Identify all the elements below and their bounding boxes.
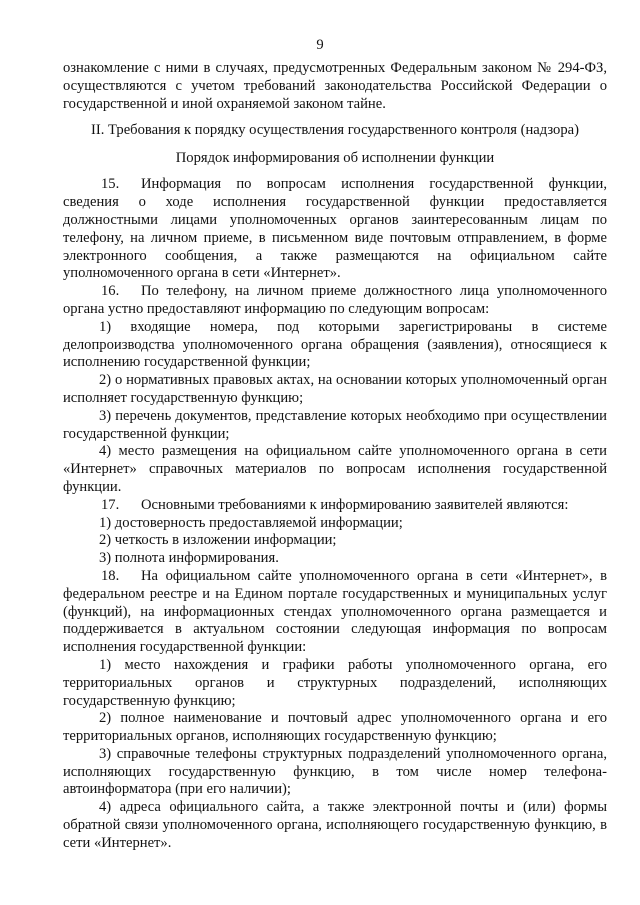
list-item: 1) входящие номера, под которыми зарегистрированы в системе делопроизводства уполномоченного органа обращения (заявления), относящиеся к исполнению государственной функции; bbox=[63, 318, 607, 371]
document-body bbox=[63, 60, 607, 853]
list-item: 4) место размещения на официальном сайте уполномоченного органа в сети «Интернет» справочных материалов по вопросам исполнения государственной функции. bbox=[63, 443, 607, 495]
paragraph-text: На официальном сайте уполномоченного органа в сети «Интернет», в федеральном реестре и на Едином портале государственных и муниципальных услуг (функций), на информационных стендах уполномоченного органа размещается и поддерживается в актуальном состоянии следующая информация по вопросам исполнения государственной функции: bbox=[63, 567, 607, 656]
paragraph-number: 16. bbox=[101, 283, 120, 300]
list-item: 3) справочные телефоны структурных подразделений уполномоченного органа, исполняющих государственную функцию, в том числе номер телефона-автоинформатора (при его наличии); bbox=[63, 745, 607, 798]
paragraph-16 bbox=[63, 283, 607, 319]
paragraph-text: По телефону, на личном приеме должностного лица уполномоченного органа устно предоставляют информацию по следующим вопросам: bbox=[63, 283, 607, 317]
list-16 bbox=[63, 319, 607, 497]
list-17 bbox=[63, 515, 607, 568]
subsection-title: Порядок информирования об исполнении функции bbox=[175, 150, 495, 167]
list-item: 1) достоверность предоставляемой информации; bbox=[99, 514, 403, 531]
page-number: 9 bbox=[316, 37, 324, 53]
list-item: 3) полнота информирования. bbox=[99, 550, 279, 567]
paragraph-15 bbox=[63, 176, 607, 283]
section-title: II. Требования к порядку осуществления государственного контроля (надзора) bbox=[91, 122, 579, 139]
paragraph-text: Информация по вопросам исполнения государственной функции, сведения о ходе исполнения государственной функции предоставляется должностными лицами уполномоченных органов заинтересованным лицам по телефону, на личном приеме, в письменном виде почтовым отправлением, в форме электронного сообщения, а также размещаются на официальном сайте уполномоченного органа в сети «Интернет». bbox=[63, 176, 607, 282]
paragraph-17 bbox=[63, 497, 607, 515]
list-item: 2) о нормативных правовых актах, на основании которых уполномоченный орган исполняет государственную функцию; bbox=[63, 372, 607, 406]
paragraph-number: 18. bbox=[101, 567, 120, 584]
paragraph-18 bbox=[63, 568, 607, 657]
list-18 bbox=[63, 657, 607, 853]
list-item: 2) четкость в изложении информации; bbox=[99, 532, 337, 549]
list-item: 1) место нахождения и графики работы уполномоченного органа, его территориальных органов и структурных подразделений, исполняющих государственную функцию; bbox=[63, 656, 607, 709]
list-item: 3) перечень документов, представление которых необходимо при осуществлении государственной функции; bbox=[63, 407, 607, 442]
list-item: 4) адреса официального сайта, а также электронной почты и (или) формы обратной связи уполномоченного органа, исполняющего государственную функцию, в сети «Интернет». bbox=[63, 799, 607, 851]
paragraph-text: Основными требованиями к информированию заявителей являются: bbox=[141, 496, 569, 513]
paragraph-number: 15. bbox=[101, 176, 120, 193]
paragraph-number: 17. bbox=[101, 496, 120, 513]
list-item: 2) полное наименование и почтовый адрес уполномоченного органа и его территориальных органов, исполняющих государственную функцию; bbox=[63, 710, 607, 745]
intro-paragraph: ознакомление с ними в случаях, предусмотренных Федеральным законом № 294-ФЗ, осуществляются с учетом требований законодательства Российской Федерации о государственной и иной охраняемой законом тайне. bbox=[63, 60, 607, 112]
